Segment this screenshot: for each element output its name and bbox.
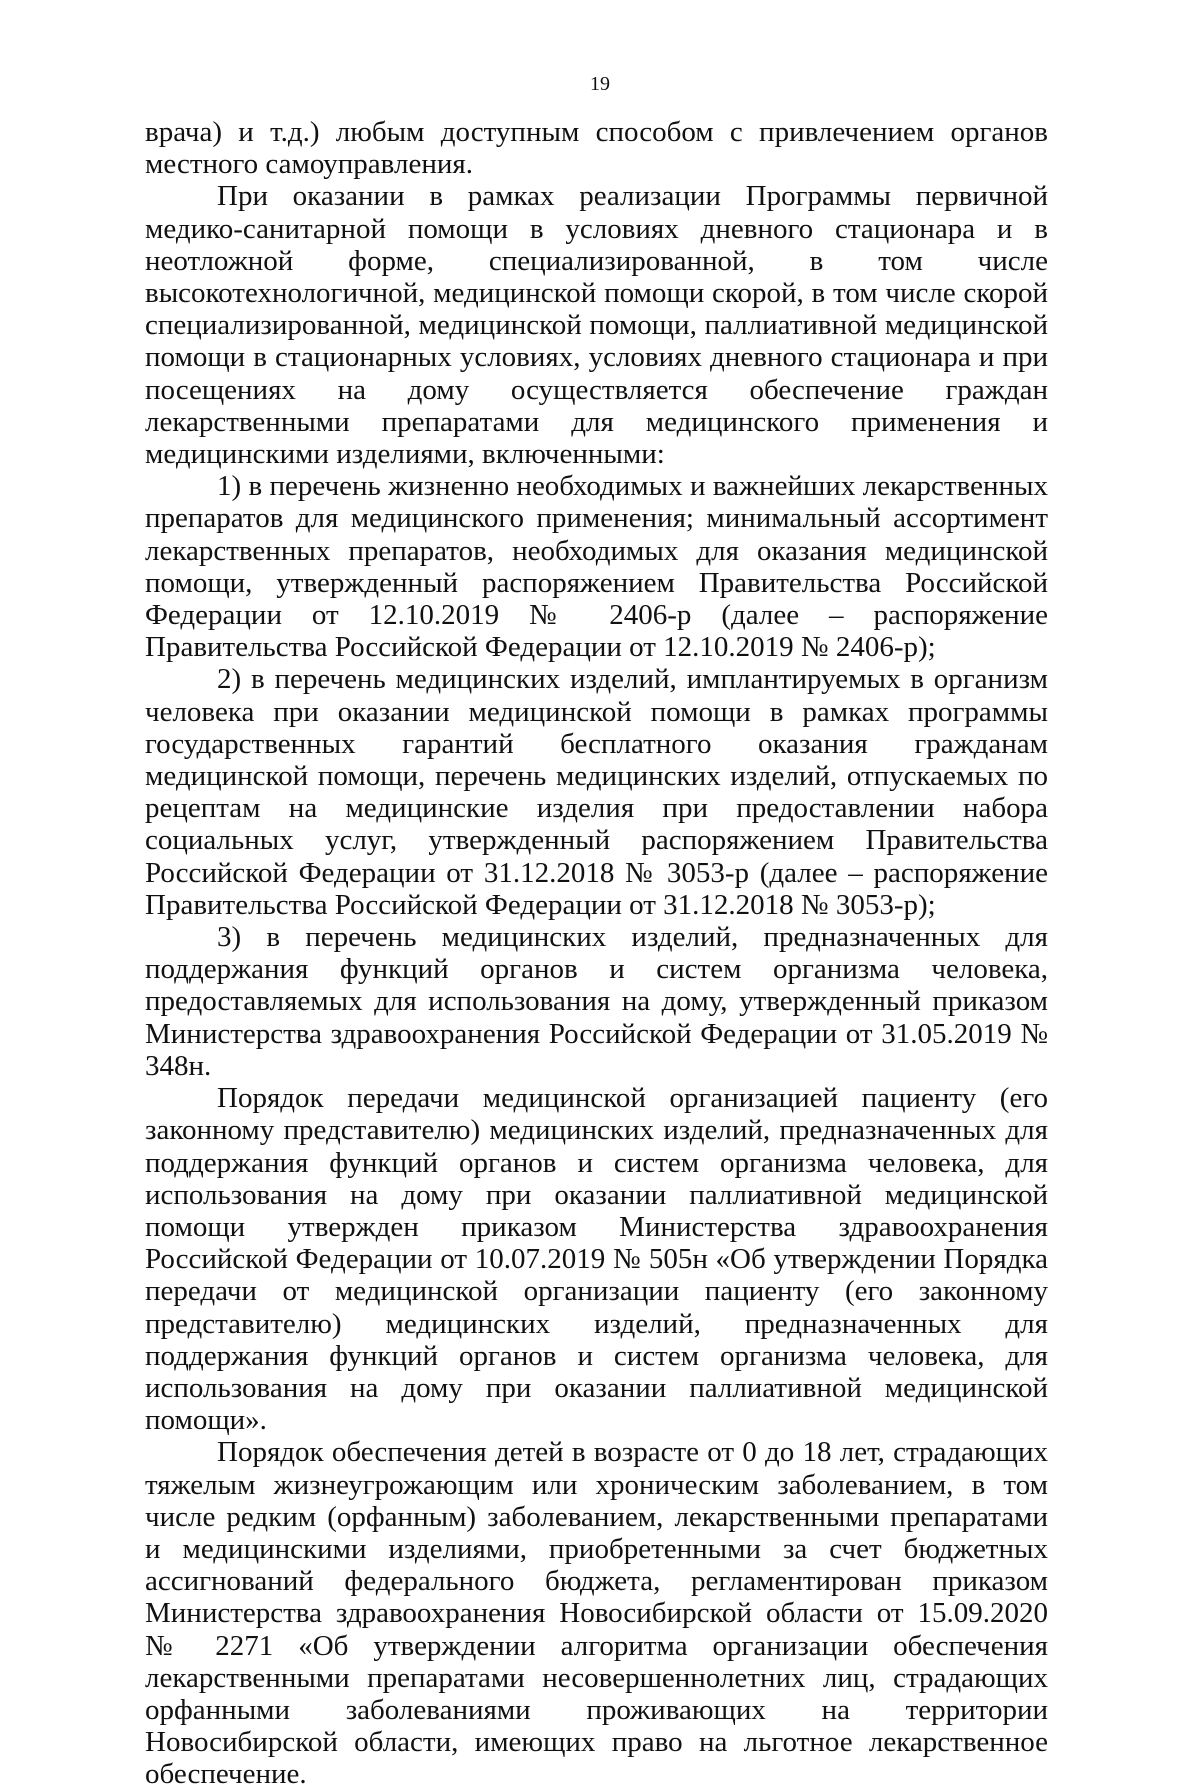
list-item-2: 2) в перечень медицинских изделий, имплантируемых в организм человека при оказании медицинской помощи в рамках программы государственных гарантий бесплатного оказания гражданам медицинской помощи, перечень медицинских изделий, отпускаемых по рецептам на медицинские изделия при предоставлении набора социальных услуг, утвержденный распоряжением Правительства Российской Федерации от 31.12.2018 № 3053-р (далее – распоряжение Правительства Российской Федерации от 31.12.2018 № 3053-р);	[145, 663, 1048, 921]
list-item-1: 1) в перечень жизненно необходимых и важнейших лекарственных препаратов для медицинского применения; минимальный ассортимент лекарственных препаратов, необходимых для оказания медицинской помощи, утвержденный распоряжением Правительства Российской Федерации от 12.10.2019 № 2406-р (далее – распоряжение Правительства Российской Федерации от 12.10.2019 № 2406-р);	[145, 470, 1048, 664]
document-body	[145, 116, 1048, 1791]
paragraph-provision-of-drugs: При оказании в рамках реализации Программы первичной медико-санитарной помощи в условиях дневного стационара и в неотложной форме, специализированной, в том числе высокотехнологичной, медицинской помощи скорой, в том числе скорой специализированной, медицинской помощи, паллиативной медицинской помощи в стационарных условиях, условиях дневного стационара и при посещениях на дому осуществляется обеспечение граждан лекарственными препаратами для медицинского применения и медицинскими изделиями, включенными:	[145, 180, 1048, 471]
paragraph-children-provision: Порядок обеспечения детей в возрасте от 0 до 18 лет, страдающих тяжелым жизнеугрожающим или хроническим заболеванием, в том числе редким (орфанным) заболеванием, лекарственными препаратами и медицинскими изделиями, приобретенными за счет бюджетных ассигнований федерального бюджета, регламентирован приказом Министерства здравоохранения Новосибирской области от 15.09.2020 № 2271 «Об утверждении алгоритма организации обеспечения лекарственными препаратами несовершеннолетних лиц, страдающих орфанными заболеваниями проживающих на территории Новосибирской области, имеющих право на льготное лекарственное обеспечение.	[145, 1436, 1048, 1791]
page-number: 19	[590, 73, 610, 95]
paragraph-transfer-procedure: Порядок передачи медицинской организацией пациенту (его законному представителю) медицинских изделий, предназначенных для поддержания функций органов и систем организма человека, для использования на дому при оказании паллиативной медицинской помощи утвержден приказом Министерства здравоохранения Российской Федерации от 10.07.2019 № 505н «Об утверждении Порядка передачи от медицинской организации пациенту (его законному представителю) медицинских изделий, предназначенных для поддержания функций органов и систем организма человека, для использования на дому при оказании паллиативной медицинской помощи».	[145, 1082, 1048, 1437]
paragraph-continuation: врача) и т.д.) любым доступным способом с привлечением органов местного самоуправления.	[145, 116, 1048, 181]
list-item-3: 3) в перечень медицинских изделий, предназначенных для поддержания функций органов и систем организма человека, предоставляемых для использования на дому, утвержденный приказом Министерства здравоохранения Российской Федерации от 31.05.2019 № 348н.	[145, 921, 1048, 1082]
